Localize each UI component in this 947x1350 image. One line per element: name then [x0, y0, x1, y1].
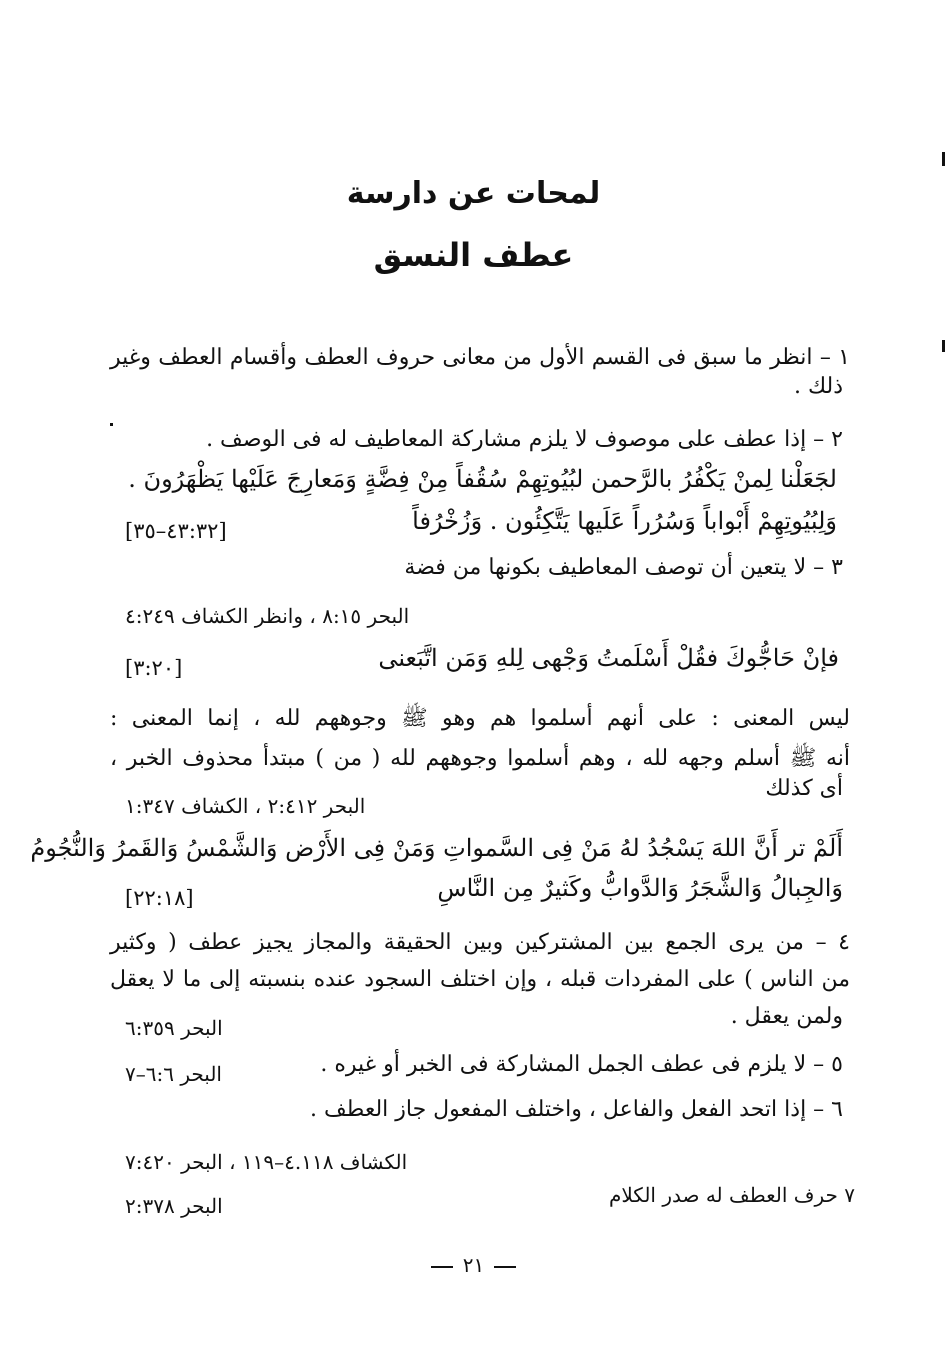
item-2-verse-2: وَلِبُيُوتِهِمْ أَبْواباً وَسُرُراً عَلَيها يَتَّكِئُون . وَزُخْرُفاً [412, 507, 837, 535]
item-7-line: ٧ حرف العطف له صدر الكلام [608, 1183, 855, 1207]
item-2-line-1: ٢ – إذا عطف على موصوف لا يلزم مشاركة المعاطيف له فى الوصف . [206, 427, 843, 452]
item-3-line-4: أى كذلك [765, 776, 843, 801]
item-5-line: ٥ – لا يلزم فى عطف الجمل المشاركة فى الخبر أو غيره . [320, 1052, 843, 1077]
item-4-reference: البحر ٦:٣٥٩ [125, 1016, 223, 1040]
item-5-reference: البحر ٦:٦–٧ [125, 1062, 222, 1086]
scan-mark-middle [942, 340, 945, 352]
page-subtitle: عطف النسق [373, 236, 574, 274]
item-4-line-3: ولمن يعقل . [730, 1004, 843, 1029]
item-7-reference: البحر ٢:٣٧٨ [125, 1194, 223, 1218]
item-3-verse: فإنْ حَاجُّوكَ فقُلْ أَسْلَمتُ وَجْهى لِلهِ وَمَن اتَّبَعنى [378, 644, 839, 672]
item-4-line-2: من الناس ) على المفردات قبله ، وإن اختلف السجود عنده بنسبته إلى ما لا يعقل [110, 967, 850, 992]
item-4-line-1: ٤ – من يرى الجمع بين المشتركين وبين الحقيقة والمجاز يجيز عطف ( وكثير [110, 930, 850, 955]
item-3-verse-2-line-1: أَلَمْ تر أَنَّ اللهَ يَسْجُدُ لهُ مَنْ فِى السَّمواتِ وَمَنْ فِى الأَرْض وَالشَّمْسُ وَالقَمرُ وَالنُّجُومُ [30, 834, 843, 862]
item-3-reference-2: البحر ٢:٤١٢ ، الكشاف ١:٣٤٧ [125, 794, 366, 818]
item-3-line-2: ليس المعنى : على أنهم أسلموا هم وهو ﷺ وجوههم لله ، إنما المعنى : [110, 706, 850, 731]
item-1-line-1: ١ – انظر ما سبق فى القسم الأول من معانى حروف العطف وأقسام العطف وغير [110, 345, 850, 370]
page-number [0, 1253, 947, 1277]
item-1-line-2: ذلك . [793, 374, 843, 399]
page-title: لمحات عن دارسة [346, 176, 601, 211]
item-3-verse-2-reference: [٢٢:١٨] [125, 886, 194, 910]
page-number-dash-right [494, 1266, 516, 1268]
item-3-verse-2-line-2: وَالجِبالُ وَالشَّجَرُ وَالدَّوابُّ وكَثيرٌ مِن النَّاسِ [437, 874, 843, 902]
scan-mark-top [942, 152, 945, 166]
page-number-value: ٢١ [462, 1253, 485, 1277]
item-2-verse-reference: [٤٣:٣٢–٣٥] [125, 519, 227, 543]
item-2-verse-1: لجَعَلْنا لِمنْ يَكْفُرُ بالرَّحمن لبُيُوتِهِمْ سُقُفاً مِنْ فِضَّةٍ وَمَعارِجَ عَلَيْها يَظْهَرُونَ . [128, 465, 837, 493]
item-3-verse-reference: [٣:٢٠] [125, 656, 183, 680]
item-6-reference: الكشاف ٤.١١٨–١١٩ ، البحر ٧:٤٢٠ [125, 1150, 408, 1174]
scan-dot [110, 423, 113, 426]
page-number-dash-left [431, 1266, 453, 1268]
item-3-reference-1: البحر ٨:١٥ ، وانظر الكشاف ٤:٢٤٩ [125, 604, 410, 628]
item-6-line: ٦ – إذا اتحد الفعل والفاعل ، واختلف المفعول جاز العطف . [310, 1097, 843, 1122]
item-3-line-3: أنه ﷺ أسلم وجهه لله ، وهم أسلموا وجوههم لله ( من ) مبتدأ محذوف الخبر ، [110, 746, 850, 771]
item-3-line-1: ٣ – لا يتعين أن توصف المعاطيف بكونها من فضة [404, 555, 843, 580]
